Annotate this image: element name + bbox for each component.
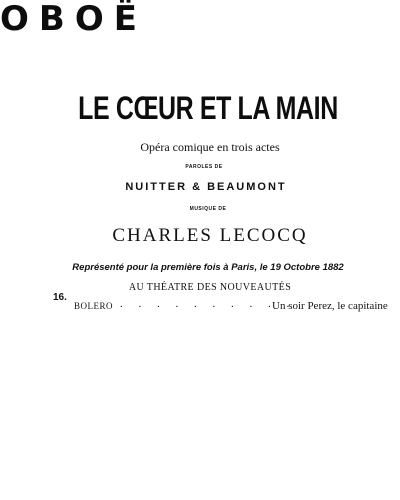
paroles-label: PAROLES DE [185, 164, 223, 170]
premiere-note: Représenté pour la première fois à Paris, le 19 Octobre 1882 [72, 262, 344, 273]
librettists: NUITTER & BEAUMONT [125, 181, 287, 193]
entry-dot-leader: . . . . . . . . . . [120, 298, 296, 310]
instrument-name: OBOË [0, 0, 147, 39]
work-title: LE CŒUR ET LA MAIN [78, 90, 338, 126]
theatre-name: AU THÉATRE DES NOUVEAUTÉS [128, 282, 292, 293]
entry-form: BOLERO [74, 301, 113, 311]
entry-number: 16. [53, 292, 67, 303]
entry-title: Un soir Perez, le capitaine [272, 300, 388, 312]
musique-label: MUSIQUE DE [189, 206, 227, 212]
work-subtitle: Opéra comique en trois actes [140, 140, 280, 154]
composer: CHARLES LECOCQ [112, 225, 308, 246]
